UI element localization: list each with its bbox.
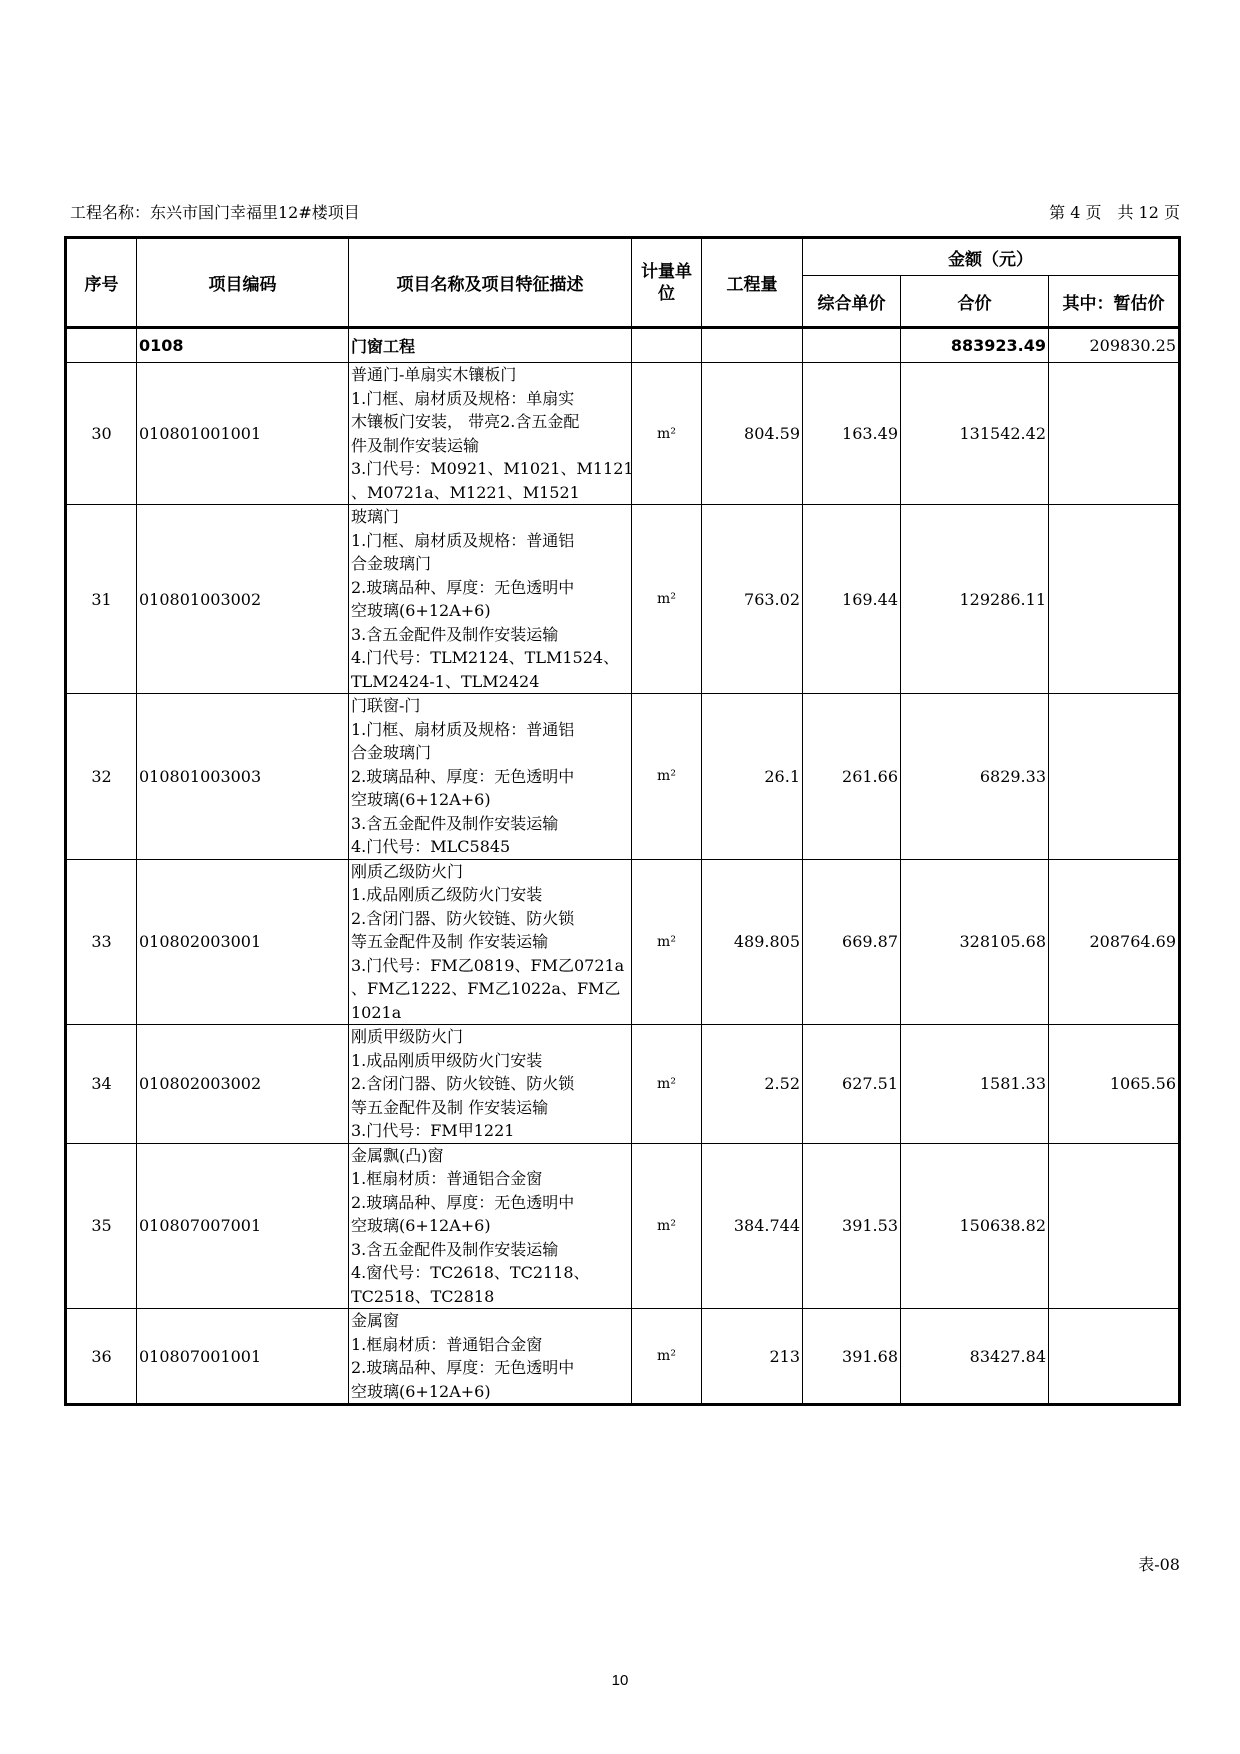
row-quantity: 384.744: [702, 1143, 803, 1309]
row-seq: 30: [66, 363, 137, 505]
description-line: 2.含闭门器、防火铰链、防火锁: [351, 908, 575, 928]
description-line: 2.玻璃品种、厚度：无色透明中: [351, 766, 575, 786]
description-line: 2.玻璃品种、厚度：无色透明中: [351, 1192, 575, 1212]
description-line: 1.框扇材质：普通铝合金窗: [351, 1169, 543, 1188]
description-line: 金属窗: [351, 1311, 400, 1330]
row-unit: m²: [632, 363, 702, 505]
description-line: 刚质甲级防火门: [351, 1027, 464, 1046]
row-unit-price: 169.44: [803, 505, 901, 694]
row-code: 010801003003: [137, 694, 349, 860]
row-quantity: 213: [702, 1309, 803, 1405]
row-unit: m²: [632, 1025, 702, 1144]
category-seq: [66, 328, 137, 363]
description-line: 金属飘(凸)窗: [351, 1145, 444, 1165]
row-seq: 31: [66, 505, 137, 694]
description-line: 空玻璃(6+12A+6): [351, 1381, 491, 1401]
row-description: [349, 505, 632, 694]
row-code: 010802003001: [137, 859, 349, 1025]
description-line: 1.门框、扇材质及规格：单扇实: [351, 388, 575, 408]
row-total: 131542.42: [901, 363, 1049, 505]
col-unit-header: 计量单位: [632, 238, 702, 328]
row-code: 010802003002: [137, 1025, 349, 1144]
row-total: 1581.33: [901, 1025, 1049, 1144]
row-code: 010807007001: [137, 1143, 349, 1309]
row-code: 010801001001: [137, 363, 349, 505]
category-total: 883923.49: [901, 328, 1049, 363]
description-line: 3.门代号：FM乙0819、FM乙0721a: [351, 955, 625, 975]
category-name: 门窗工程: [349, 328, 632, 363]
description-line: 、FM乙1222、FM乙1022a、FM乙: [351, 979, 621, 998]
description-line: 4.门代号：MLC5845: [351, 837, 511, 856]
row-unit: m²: [632, 505, 702, 694]
row-unit: m²: [632, 859, 702, 1025]
table-row: [66, 694, 1180, 860]
row-unit: m²: [632, 1143, 702, 1309]
table-row: [66, 859, 1180, 1025]
row-quantity: 2.52: [702, 1025, 803, 1144]
description-line: 空玻璃(6+12A+6): [351, 1216, 491, 1235]
description-line: 3.含五金配件及制作安装运输: [351, 624, 559, 644]
row-seq: 35: [66, 1143, 137, 1309]
col-total-header: 合价: [901, 276, 1049, 328]
col-provisional-header: 其中：暂估价: [1049, 276, 1180, 328]
row-quantity: 489.805: [702, 859, 803, 1025]
row-seq: 34: [66, 1025, 137, 1144]
row-description: [349, 1143, 632, 1309]
description-line: 1.门框、扇材质及规格：普通铝: [351, 530, 575, 550]
description-line: 玻璃门: [351, 507, 400, 526]
table-row: [66, 505, 1180, 694]
description-line: 合金玻璃门: [351, 743, 432, 762]
row-description: [349, 363, 632, 505]
category-row: [66, 328, 1180, 363]
col-quantity-header: 工程量: [702, 238, 803, 328]
category-unit-price: [803, 328, 901, 363]
category-code: 0108: [137, 328, 349, 363]
description-line: 空玻璃(6+12A+6): [351, 601, 491, 620]
description-line: 等五金配件及制 作安装运输: [351, 932, 549, 951]
description-line: 空玻璃(6+12A+6): [351, 790, 491, 809]
row-description: [349, 1309, 632, 1405]
row-provisional: [1049, 505, 1180, 694]
row-code: 010801003002: [137, 505, 349, 694]
row-provisional: [1049, 363, 1180, 505]
description-line: 3.门代号：M0921、M1021、M1121: [351, 459, 634, 478]
description-line: 1.门框、扇材质及规格：普通铝: [351, 719, 575, 739]
row-description: [349, 1025, 632, 1144]
table-row: [66, 1309, 1180, 1405]
page-info: 第 4 页 共 12 页: [1049, 203, 1180, 222]
row-unit: m²: [632, 694, 702, 860]
description-line: 4.窗代号：TC2618、TC2118、: [351, 1263, 590, 1282]
row-unit: m²: [632, 1309, 702, 1405]
table-row: [66, 1025, 1180, 1144]
category-quantity: [702, 328, 803, 363]
row-code: 010807001001: [137, 1309, 349, 1405]
row-quantity: 763.02: [702, 505, 803, 694]
row-total: 129286.11: [901, 505, 1049, 694]
row-total: 150638.82: [901, 1143, 1049, 1309]
row-unit-price: 391.68: [803, 1309, 901, 1405]
description-line: 3.含五金配件及制作安装运输: [351, 1239, 559, 1259]
description-line: 普通门-单扇实木镶板门: [351, 365, 517, 384]
row-provisional: [1049, 1309, 1180, 1405]
description-line: 1.框扇材质：普通铝合金窗: [351, 1334, 543, 1354]
description-line: 、M0721a、M1221、M1521: [351, 482, 580, 502]
row-total: 83427.84: [901, 1309, 1049, 1405]
row-quantity: 26.1: [702, 694, 803, 860]
table-row: [66, 363, 1180, 505]
row-provisional: 208764.69: [1049, 859, 1180, 1025]
description-line: 3.门代号：FM甲1221: [351, 1121, 515, 1140]
row-unit-price: 391.53: [803, 1143, 901, 1309]
row-total: 328105.68: [901, 859, 1049, 1025]
row-seq: 33: [66, 859, 137, 1025]
description-line: TC2518、TC2818: [351, 1286, 495, 1306]
row-provisional: [1049, 694, 1180, 860]
col-code-header: 项目编码: [137, 238, 349, 328]
row-unit-price: 627.51: [803, 1025, 901, 1144]
page-number: 10: [611, 1672, 629, 1689]
description-line: 2.玻璃品种、厚度：无色透明中: [351, 1358, 575, 1377]
bill-of-quantities-table: [64, 236, 1181, 1406]
col-name-desc-header: 项目名称及项目特征描述: [349, 238, 632, 328]
table-number: 表-08: [1138, 1555, 1180, 1574]
project-name: 工程名称：东兴市国门幸福里12#楼项目: [70, 203, 360, 222]
description-line: 合金玻璃门: [351, 554, 432, 573]
col-unit-price-header: 综合单价: [803, 276, 901, 328]
col-amount-header: 金额（元）: [803, 238, 1180, 276]
description-line: 3.含五金配件及制作安装运输: [351, 813, 559, 833]
description-line: 4.门代号：TLM2124、TLM1524、: [351, 648, 620, 667]
table-row: [66, 1143, 1180, 1309]
category-unit: [632, 328, 702, 363]
row-provisional: 1065.56: [1049, 1025, 1180, 1144]
description-line: 1.成品刚质甲级防火门安装: [351, 1050, 543, 1070]
col-seq-header: 序号: [66, 238, 137, 328]
category-provisional: 209830.25: [1049, 328, 1180, 363]
description-line: 2.含闭门器、防火铰链、防火锁: [351, 1074, 575, 1093]
row-provisional: [1049, 1143, 1180, 1309]
row-unit-price: 261.66: [803, 694, 901, 860]
description-line: 2.玻璃品种、厚度：无色透明中: [351, 577, 575, 597]
row-unit-price: 669.87: [803, 859, 901, 1025]
row-total: 6829.33: [901, 694, 1049, 860]
row-seq: 32: [66, 694, 137, 860]
row-unit-price: 163.49: [803, 363, 901, 505]
row-description: [349, 694, 632, 860]
description-line: 1021a: [351, 1002, 402, 1022]
description-line: 1.成品刚质乙级防火门安装: [351, 885, 543, 904]
description-line: 门联窗-门: [351, 696, 421, 715]
description-line: 等五金配件及制 作安装运输: [351, 1097, 549, 1117]
description-line: TLM2424-1、TLM2424: [351, 671, 540, 691]
description-line: 刚质乙级防火门: [351, 861, 464, 881]
row-description: [349, 859, 632, 1025]
description-line: 件及制作安装运输: [351, 435, 480, 455]
row-quantity: 804.59: [702, 363, 803, 505]
row-seq: 36: [66, 1309, 137, 1405]
description-line: 木镶板门安装， 带亮2.含五金配: [351, 412, 580, 431]
